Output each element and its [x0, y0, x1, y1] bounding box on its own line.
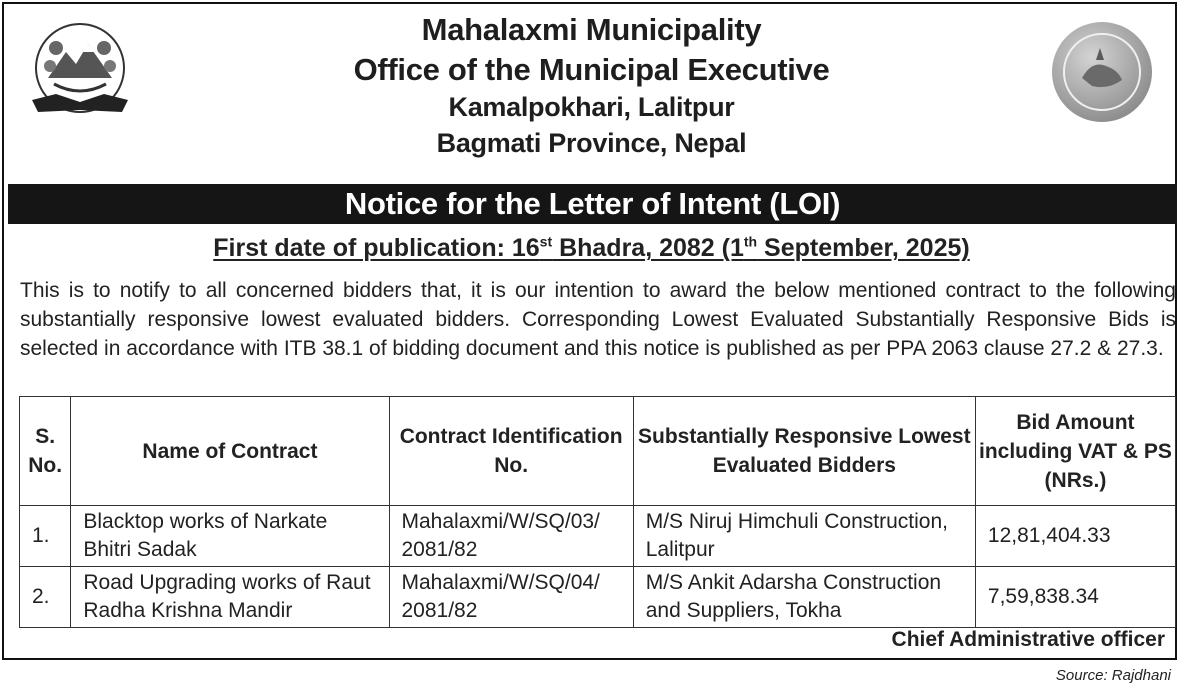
publication-date [4, 234, 1179, 263]
signatory-title: Chief Administrative officer [891, 628, 1165, 651]
pubdate-suffix: September, 2025) [757, 234, 970, 263]
row-serial: 2. [20, 567, 71, 628]
notice-title-banner: Notice for the Letter of Intent (LOI) [8, 184, 1177, 224]
source-credit: Source: Rajdhani [1055, 667, 1171, 684]
municipality-name: Mahalaxmi Municipality [421, 12, 762, 47]
pubdate-middle: Bhadra, 2082 (1 [552, 234, 744, 263]
pubdate-sup-th: th [743, 234, 758, 250]
table-row [20, 506, 1176, 567]
table-header-row [20, 397, 1176, 506]
header-contract-name: Name of Contract [71, 397, 389, 506]
row-bidder: M/S Ankit Adarsha Construction and Suppliers, Tokha [633, 567, 975, 628]
row-contract-id: Mahalaxmi/W/SQ/04/ 2081/82 [389, 567, 633, 628]
municipality-seal-icon [1048, 20, 1156, 124]
table-row [20, 567, 1176, 628]
nepal-government-emblem-icon [26, 18, 134, 122]
province-country: Bagmati Province, Nepal [436, 128, 747, 158]
contracts-table [19, 396, 1176, 628]
notice-frame [2, 2, 1177, 660]
row-bidder: M/S Niruj Himchuli Construction, Lalitpur [633, 506, 975, 567]
pubdate-prefix: First date of publication: 16 [213, 234, 540, 263]
row-contract-name: Blacktop works of Narkate Bhitri Sadak [71, 506, 389, 567]
pubdate-sup-st: st [539, 234, 553, 250]
row-serial: 1. [20, 506, 71, 567]
row-contract-name: Road Upgrading works of Raut Radha Krishna Mandir [71, 567, 389, 628]
row-contract-id: Mahalaxmi/W/SQ/03/ 2081/82 [389, 506, 633, 567]
header-bidders: Substantially Responsive Lowest Evaluated Bidders [633, 397, 975, 506]
header-serial-no: S. No. [20, 397, 71, 506]
header-contract-id: Contract Identification No. [389, 397, 633, 506]
office-address: Kamalpokhari, Lalitpur [448, 92, 735, 122]
row-bid-amount: 7,59,838.34 [975, 567, 1175, 628]
row-bid-amount: 12,81,404.33 [975, 506, 1175, 567]
header-bid-amount: Bid Amount including VAT & PS (NRs.) [975, 397, 1175, 506]
notice-paragraph: This is to notify to all concerned bidders that, it is our intention to award the below mentioned contract to the following substantially responsive lowest evaluated bidders. Corresponding Lowest Evaluated Substantially Responsive Bids is selected in accordance with ITB 38.1 of bidding document and this notice is published as per PPA 2063 clause 27.2 & 27.3. [20, 279, 1176, 360]
office-name: Office of the Municipal Executive [353, 52, 830, 87]
